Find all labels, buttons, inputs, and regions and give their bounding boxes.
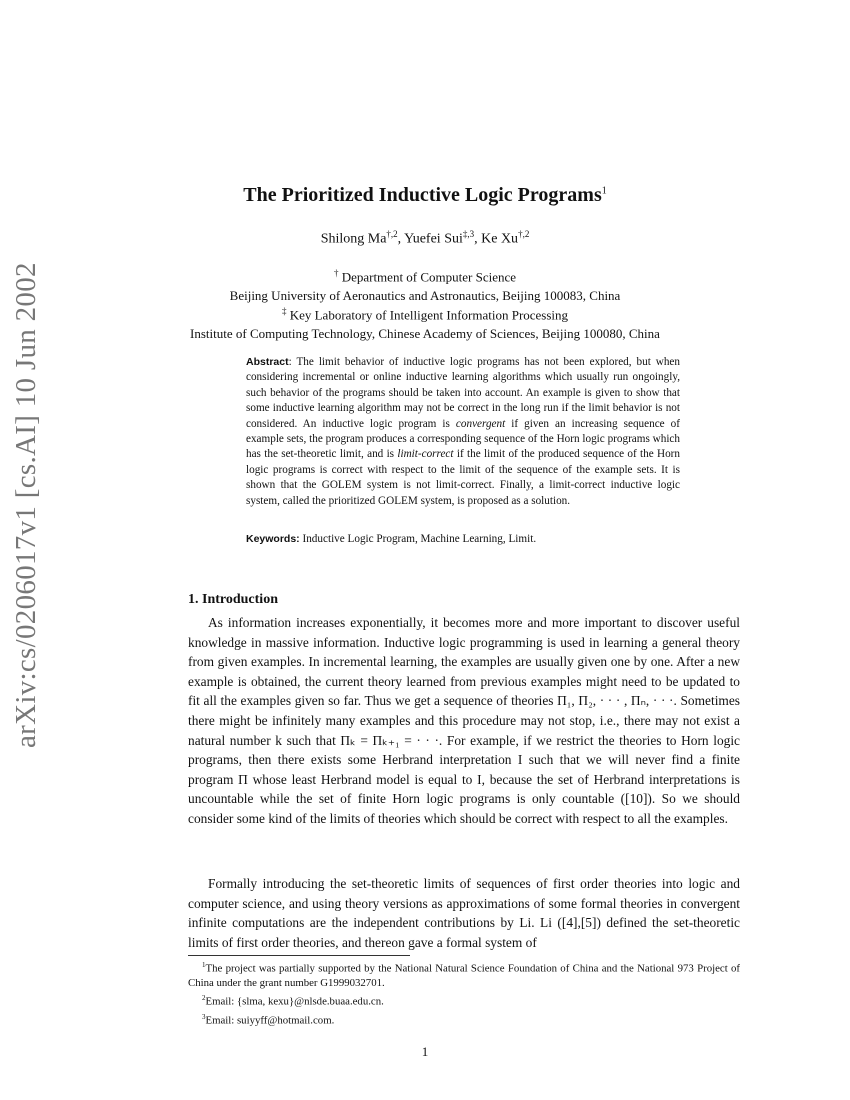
intro-paragraph-2 [188, 874, 740, 952]
affiliation-university: Beijing University of Aeronautics and Astronautics, Beijing 100083, China [229, 288, 621, 303]
abstract-text: : The limit behavior of inductive logic programs has not been explored, but when considering incremental or online inductive learning algorithms which usually run ongoingly, such behavior of the programs should be taken into account. An example is given to show that some inductive learning algorithm may not be correct in the long run if the limit behavior is not considered. An inductive logic program is [246, 356, 680, 430]
paper-title [0, 184, 850, 207]
page-number: 1 [421, 1044, 429, 1059]
footnotes [188, 958, 740, 1028]
footnote-divider [188, 955, 410, 956]
author-name: Shilong Ma [320, 231, 387, 247]
arxiv-identifier-stamp: arXiv:cs/0206017v1 [cs.AI] 10 Jun 2002 [10, 262, 42, 748]
affiliation-department [0, 268, 850, 285]
keywords-label: Keywords: [246, 533, 300, 545]
footnote-2 [188, 991, 740, 1009]
paragraph-text: Formally introducing the set-theoretic limits of sequences of first order theories into logic and computer science, and using theory versions as approximations of some formal theories in convergent infinite computations are the independent contributions by Li. Li ([4],[5]) defined the set-theoretic limits of first order theories, and thereon gave a formal system of [188, 876, 740, 950]
title-text: The Prioritized Inductive Logic Programs [243, 184, 602, 206]
footnote-3 [188, 1010, 740, 1028]
term-limit-correct: limit-correct [397, 448, 454, 461]
intro-paragraph-1 [188, 613, 740, 829]
abstract-text: if the limit of the produced sequence of the Horn logic programs is correct with respect to the limit of the sequence of the example sets. It is shown that the GOLEM system is not limit-correct. Finally, a limit-correct inductive logic system, called the prioritized GOLEM system, is proposed as a solution. [246, 448, 680, 507]
footnote-text: The project was partially supported by the National Natural Science Foundation of China and the National 973 Project of China under the grant number G1999032701. [188, 962, 740, 990]
keywords [246, 533, 680, 545]
author-name: Ke Xu [481, 231, 519, 247]
paragraph-text: As information increases exponentially, it becomes more and more important to discover useful knowledge in massive information. Inductive logic programming is used in learning a general theory from given examples. In incremental learning, the examples are usually given one by one. After a new example is obtained, the current theory learned from previous examples might need to be updated to fit all the examples given so far. Thus we get a sequence of theories Π₁, Π₂, · · · , Πₙ, · · ·. Sometimes there might be infinitely many examples and this procedure may not stop, i.e., there may not exist a natural number k such that Πₖ = Πₖ₊₁ = · · ·. For example, if we restrict the theories to Horn logic programs, then there exists some Herbrand interpretation I such that we will never find a finite program Π whose least Herbrand model is equal to I, because the set of Herbrand interpretations is uncountable while the set of finite Horn logic programs is only countable ([10]). So we should consider some kind of the limits of theories which should be correct with respect to all the examples. [188, 615, 740, 826]
lab-name: Key Laboratory of Intelligent Information Processing [289, 307, 569, 323]
footnote-marker: 3 [202, 1012, 206, 1021]
keywords-text: Inductive Logic Program, Machine Learning, Limit. [299, 533, 537, 545]
dagger-mark: † [333, 268, 339, 278]
author-list: Shilong $Ma^{\dagger,2}$, Yuefei Sui$^{\ddagger,3}$, Ke $Xu^{\dagger,2}$ [320, 229, 530, 247]
footnote-1 [188, 958, 740, 991]
author-marks: ‡,3 [462, 229, 475, 239]
department-name: Department of Computer Science [341, 269, 517, 285]
footnote-marker: 2 [202, 994, 206, 1003]
abstract [246, 355, 680, 509]
double-dagger-mark: ‡ [281, 306, 287, 316]
footnote-text: Email: suiyyff@hotmail.com. [205, 1014, 335, 1027]
footnote-marker: 1 [202, 961, 206, 969]
abstract-text: if given an increasing sequence of example sets, the program produces a corresponding sequence of the Horn logic programs which has the set-theoretic limit, and is [246, 417, 680, 461]
author-marks: †,2 [386, 229, 398, 239]
affiliation-institute: Institute of Computing Technology, Chinese Academy of Sciences, Beijing 100080, China [190, 326, 660, 341]
affiliation-lab [0, 306, 850, 323]
section-heading-introduction: 1. Introduction [188, 592, 278, 607]
author-name: Yuefei Sui [404, 231, 463, 247]
footnote-text: Email: {slma, kexu}@nlsde.buaa.edu.cn. [205, 995, 384, 1008]
term-convergent: convergent [455, 417, 506, 430]
abstract-label: Abstract [246, 356, 289, 368]
author-marks: †,2 [518, 229, 530, 239]
title-footnote-marker: 1 [601, 185, 607, 197]
